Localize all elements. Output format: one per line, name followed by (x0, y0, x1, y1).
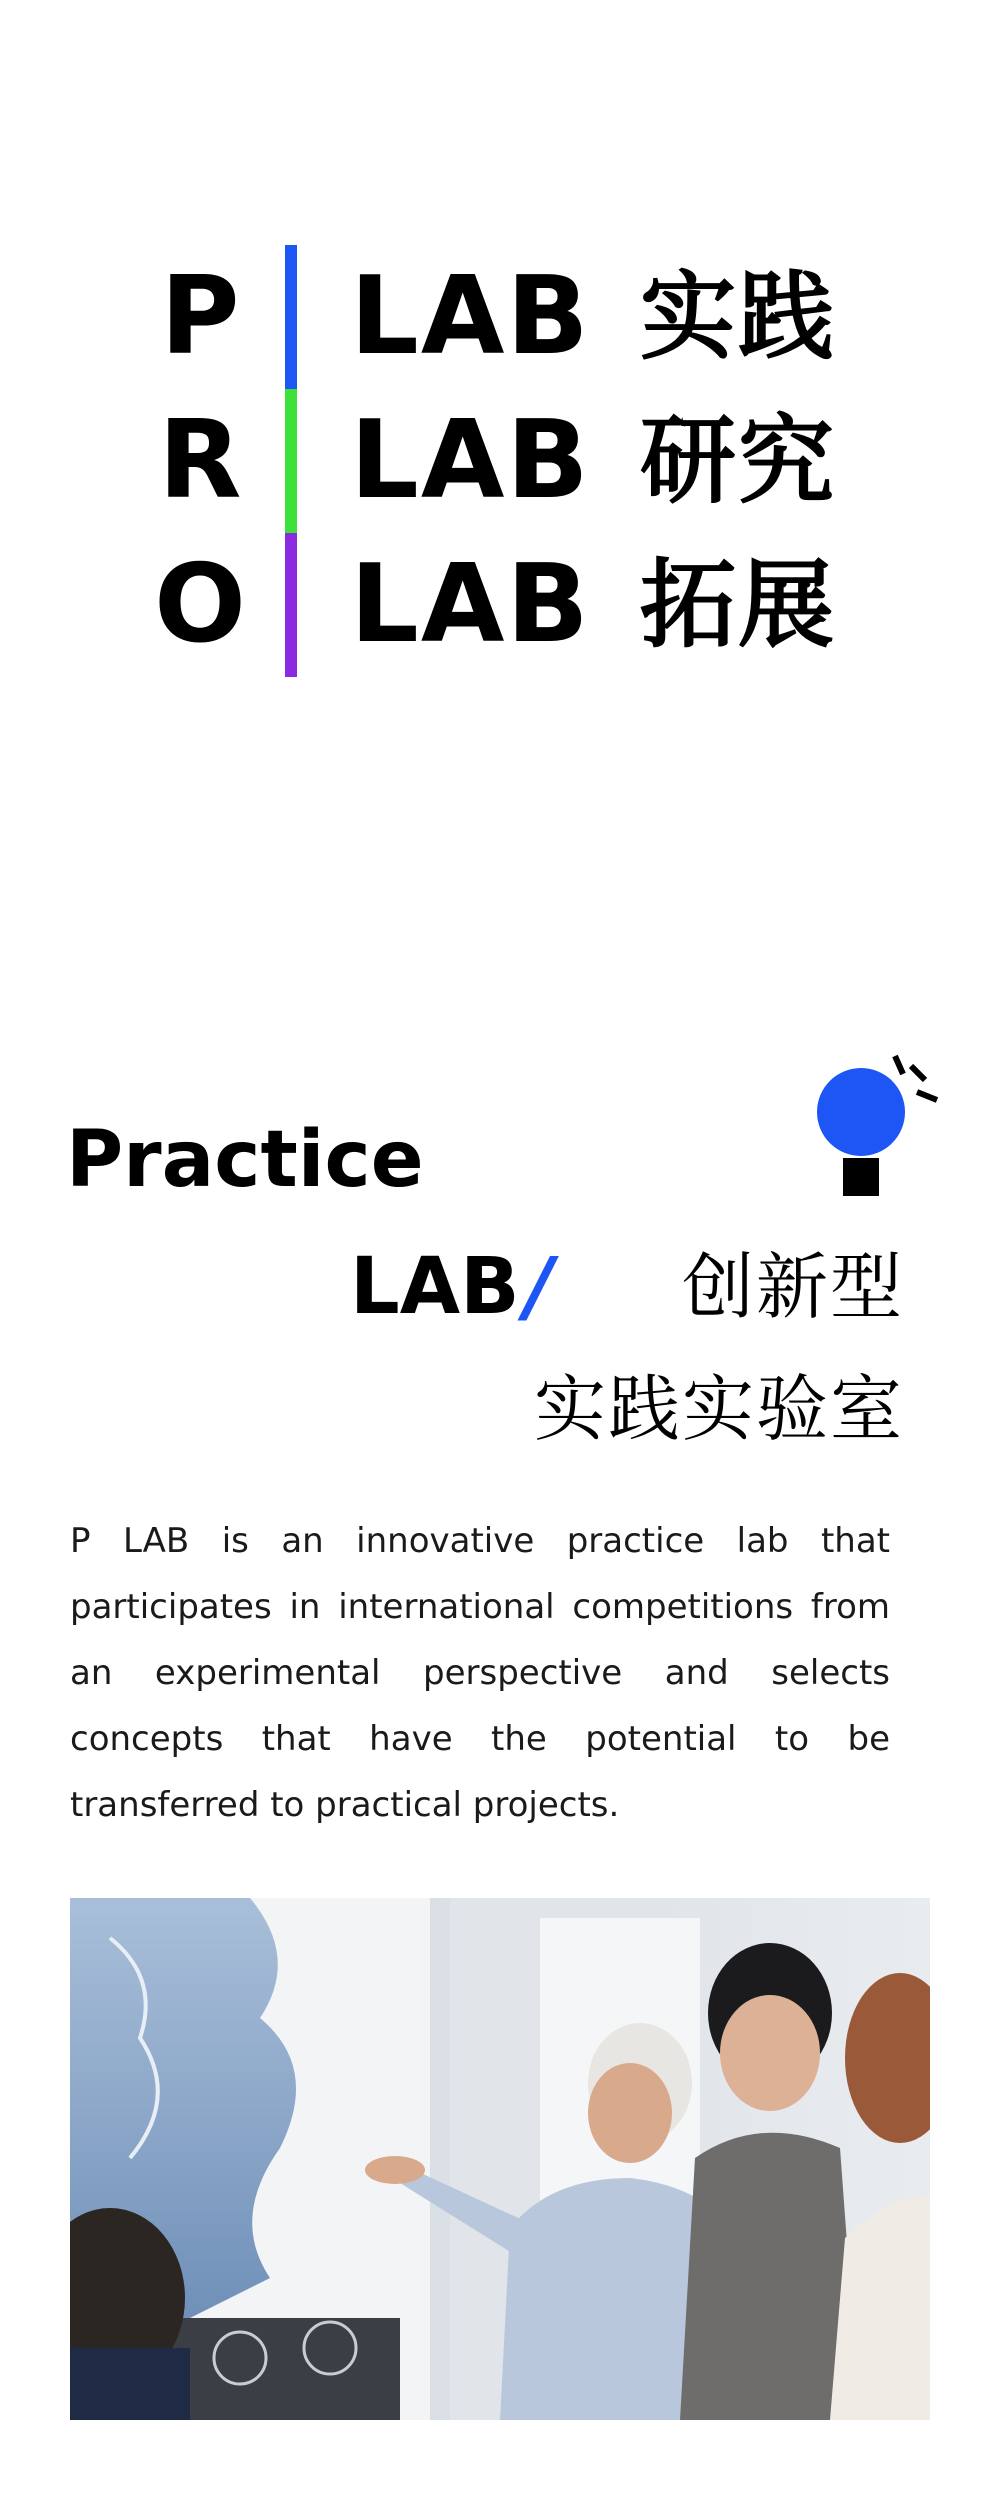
hero-lab-label: LAB (350, 398, 591, 523)
practice-lab-label: LAB (350, 1242, 520, 1332)
hero-letter-p: P (160, 254, 240, 379)
hero-cn-expansion: 拓展 (640, 549, 836, 661)
practice-cn-line2: 实践实验室 (533, 1367, 904, 1451)
hero-letter-o: O (154, 542, 246, 667)
hero-bar-purple (285, 533, 297, 677)
practice-title: Practice (66, 1115, 424, 1205)
hero-cn-practice: 实践 (640, 261, 836, 373)
lightbulb-icon (805, 1040, 945, 1200)
hero-section (0, 0, 1000, 900)
hero-letter-r: R (158, 398, 242, 523)
practice-description: P LAB is an innovative practice lab that participates in international competitions from an experimental perspective and selects concepts that have the potential to be transferred to practical projects. (70, 1521, 890, 1825)
hero-cn-research: 研究 (640, 405, 836, 517)
hero-lab-label: LAB (350, 254, 591, 379)
presentation-photo (70, 1898, 930, 2420)
hero-bar-green (285, 389, 297, 533)
hero-bar-blue (285, 245, 297, 389)
practice-cn-line1: 创新型 (681, 1245, 904, 1329)
photo-illustration (70, 1898, 930, 2420)
hero-lab-label: LAB (350, 542, 591, 667)
practice-slash: / (525, 1242, 554, 1332)
